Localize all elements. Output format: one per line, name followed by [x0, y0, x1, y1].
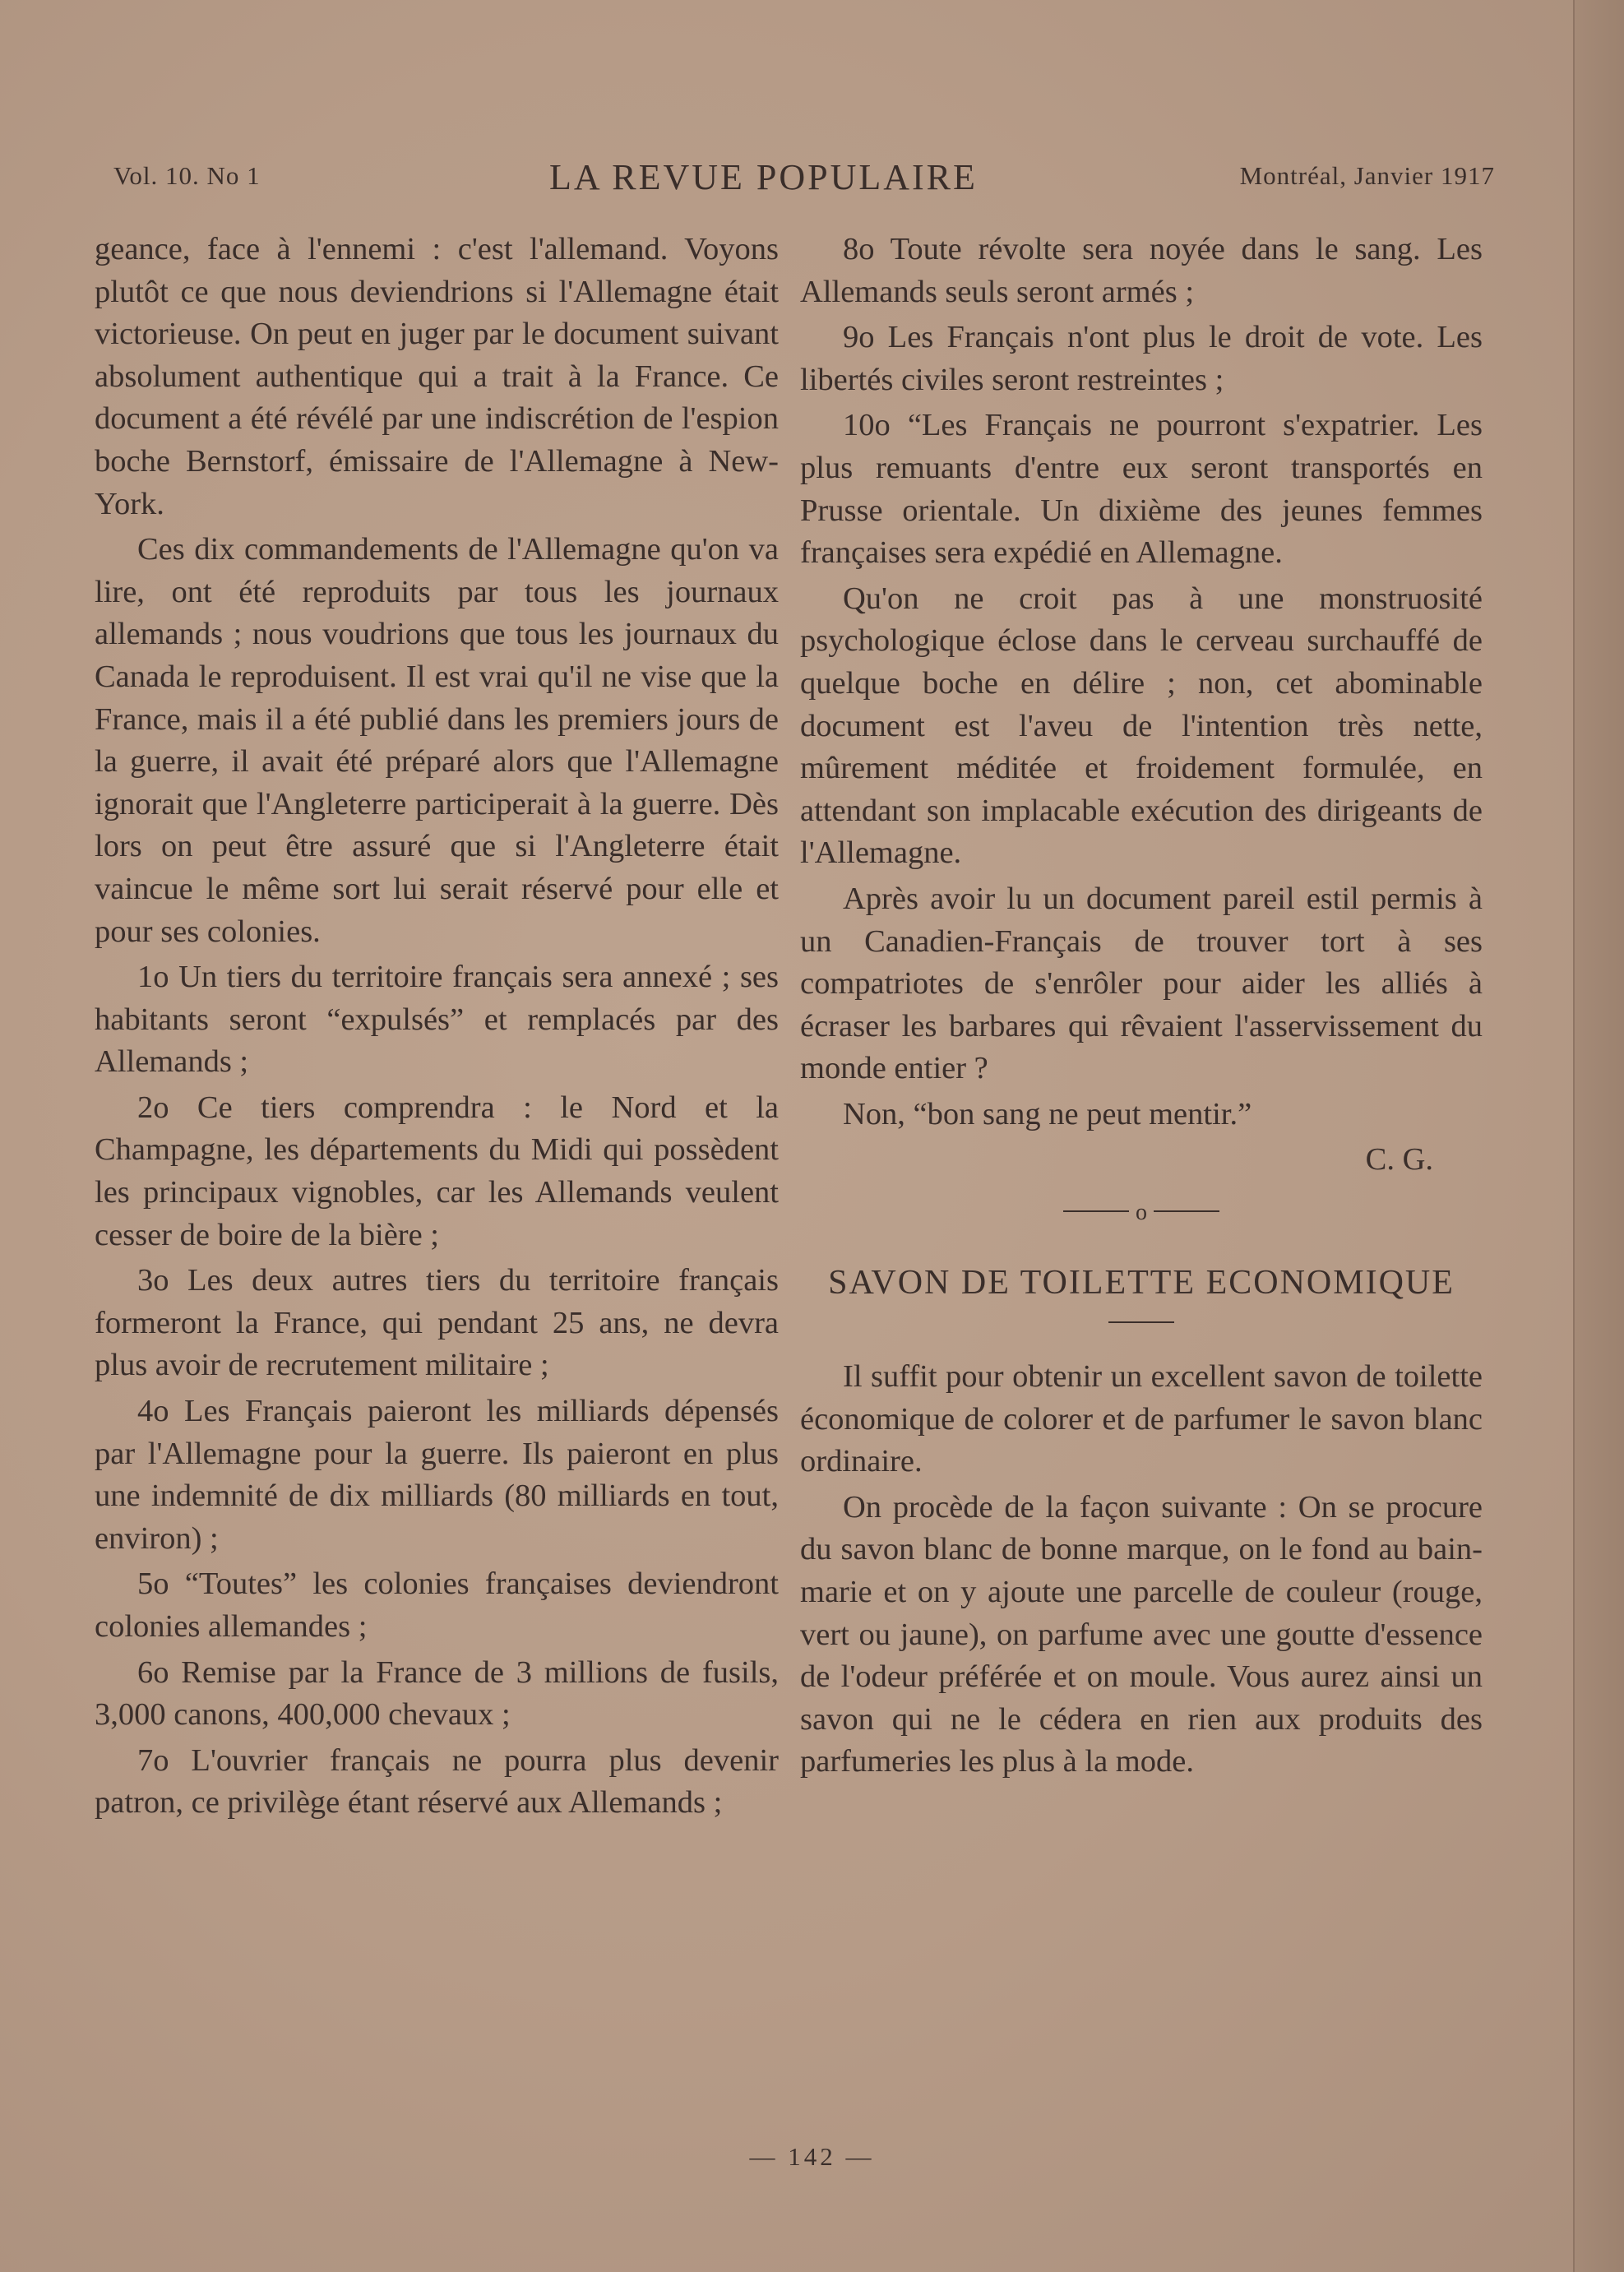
- paragraph: Qu'on ne croit pas à une monstruosité psychologique éclose dans le cerveau surchauffé de quelque boche en délire ; non, cet abominable document est l'aveu de l'intention très nette, mûrement méditée et froidement formulée, en attendant son implacable exécution des dirigeants de l'Allemagne.: [800, 581, 1483, 871]
- commandment-10: 10o “Les Français ne pourront s'expatrier. Les plus remuants d'entre eux seront transportés en Prusse orientale. Un dixième des jeunes femmes françaises sera expédié en Allemagne.: [800, 408, 1483, 571]
- commandment-5: 5o “Toutes” les colonies françaises deviendront colonies allemandes ;: [95, 1566, 779, 1644]
- running-header: [113, 156, 1495, 206]
- closing-line: Non, “bon sang ne peut mentir.”: [843, 1096, 1252, 1131]
- paragraph: Après avoir lu un document pareil estil permis à un Canadien-Français de trouver tort à ses compatriotes de s'enrôler pour aider les alliés à écraser les barbares qui rêvaient l'asservissement du monde entier ?: [800, 881, 1483, 1086]
- commandment-2: 2o Ce tiers comprendra : le Nord et la Champagne, les départements du Midi qui possèdent les principaux vignobles, car les Allemands veulent cesser de boire de la bière ;: [95, 1090, 779, 1252]
- commandment-4: 4o Les Français paieront les milliards dépensés par l'Allemagne pour la guerre. Ils paieront en plus une indemnité de dix milliards (80 milliards en tout, environ) ;: [95, 1394, 779, 1556]
- commandment-9: 9o Les Français n'ont plus le droit de vote. Les libertés civiles seront restreintes ;: [800, 320, 1483, 397]
- separator-symbol: o: [1136, 1200, 1147, 1226]
- paragraph: geance, face à l'ennemi : c'est l'allemand. Voyons plutôt ce que nous deviendrions si l'Allemagne était victorieuse. On peut en juger par le document suivant absolument authentique qui a trait à la France. Ce document a été révélé par une indiscrétion de l'espion boche Bernstorf, émissaire de l'Allemagne à New-York.: [95, 232, 779, 521]
- title-rule: [1108, 1321, 1174, 1323]
- section-separator: [1063, 1198, 1219, 1226]
- issue-date: Montréal, Janvier 1917: [1239, 161, 1495, 190]
- right-column: [800, 229, 1483, 1787]
- commandment-1: 1o Un tiers du territoire français sera annexé ; ses habitants seront “expulsés” et remplacés par des Allemands ;: [95, 960, 779, 1080]
- author-signature: C. G.: [1365, 1142, 1433, 1178]
- paragraph: Ces dix commandements de l'Allemagne qu'on va lire, ont été reproduits par tous les journaux allemands ; nous voudrions que tous les journaux du Canada le reproduisent. Il est vrai qu'il ne vise que la France, mais il a été publié dans les premiers jours de la guerre, il avait été préparé alors que l'Allemagne ignorait que l'Angleterre participerait à la guerre. Dès lors on peut être assuré que si l'Angleterre était vaincue le même sort lui serait réservé pour elle et pour ses colonies.: [95, 532, 779, 949]
- publication-title: LA REVUE POPULAIRE: [549, 157, 978, 197]
- commandment-8: 8o Toute révolte sera noyée dans le sang. Les Allemands seuls seront armés ;: [800, 232, 1483, 309]
- page-number: — 142 —: [749, 2142, 875, 2171]
- commandment-3: 3o Les deux autres tiers du territoire français formeront la France, qui pendant 25 ans, ne devra plus avoir de recrutement militaire ;: [95, 1263, 779, 1383]
- paper-edge: [1573, 0, 1624, 2272]
- paragraph: Il suffit pour obtenir un excellent savon de toilette économique de colorer et de parfumer le savon blanc ordinaire.: [800, 1359, 1483, 1479]
- section-title: SAVON DE TOILETTE ECONOMIQUE: [828, 1264, 1455, 1303]
- volume-number: Vol. 10. No 1: [113, 161, 261, 190]
- left-column: [95, 229, 779, 1828]
- paragraph: On procède de la façon suivante : On se procure du savon blanc de bonne marque, on le fond au bain-marie et on y ajoute une parcelle de couleur (rouge, vert ou jaune), on parfume avec une goutte d'essence de l'odeur préférée et on moule. Vous aurez ainsi un savon qui ne le cédera en rien aux produits des parfumeries les plus à la mode.: [800, 1489, 1483, 1779]
- commandment-6: 6o Remise par la France de 3 millions de fusils, 3,000 canons, 400,000 chevaux ;: [95, 1654, 779, 1733]
- commandment-7: 7o L'ouvrier français ne pourra plus devenir patron, ce privilège étant réservé aux Allemands ;: [95, 1742, 779, 1821]
